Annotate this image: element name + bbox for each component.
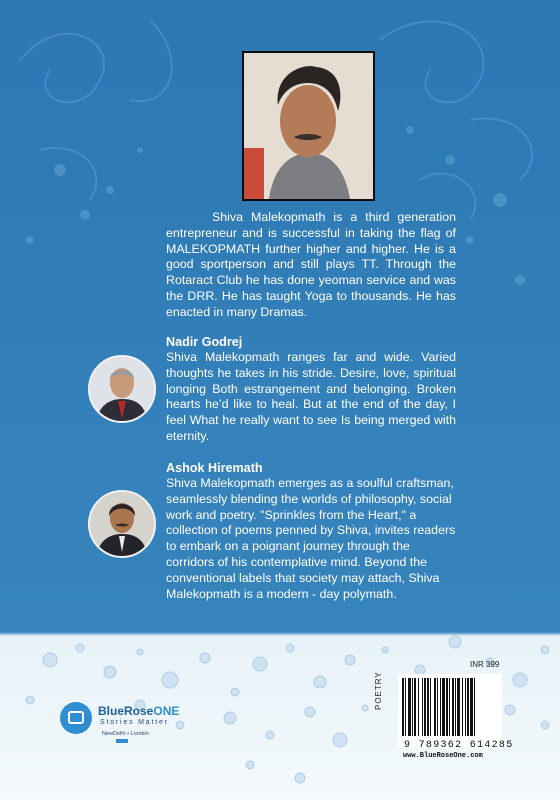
price-label: INR 399 xyxy=(470,660,500,669)
barcode-bar xyxy=(455,678,456,736)
barcode-bar xyxy=(449,678,450,736)
isbn-number: 9 789362 614285 xyxy=(404,740,514,751)
barcode-bar xyxy=(442,678,445,736)
barcode-bar xyxy=(402,678,404,736)
genre-label: POETRY xyxy=(374,671,383,710)
flag-icon xyxy=(116,739,128,743)
barcode-bar xyxy=(446,678,448,736)
barcode-bar xyxy=(424,678,426,736)
reviewer-photo-nadir-godrej xyxy=(88,355,156,423)
publisher-tagline: Stories Matter xyxy=(100,719,169,726)
publisher-locations: NewDelhi • London xyxy=(102,731,149,737)
barcode-bar xyxy=(430,678,431,736)
barcode-bar xyxy=(414,678,416,736)
publisher-brand xyxy=(98,704,179,718)
barcode-bar xyxy=(452,678,454,736)
author-bio: Shiva Malekopmath is a third generation entrepreneur and is successful in taking the flag of MALEKOPMATH further higher and higher. He is a good sportperson and still plays TT. Through the Rotaract Club he has done yeoman service and was the DRR. He has taught Yoga to thousands. He has enacted in many Dramas. xyxy=(166,210,456,319)
barcode-bar xyxy=(440,678,441,736)
brand-main: BlueRose xyxy=(98,704,154,718)
barcode-bar xyxy=(437,678,438,736)
isbn-barcode xyxy=(398,674,502,748)
review-text: Shiva Malekopmath ranges far and wide. Varied thoughts he takes in his stride. Desire, love, spiritual longing Both estrangement and belonging. Broken hearts he’d like to heal. But at the end of the day, I feel What he really want to see Is being merged with eternity. xyxy=(166,350,456,443)
barcode-bars xyxy=(398,674,502,738)
barcode-bar xyxy=(434,678,436,736)
barcode-bar xyxy=(405,678,406,736)
publisher-logo xyxy=(60,700,210,750)
brand-accent: ONE xyxy=(153,704,180,718)
barcode-bar xyxy=(418,678,419,736)
barcode-bar xyxy=(474,678,475,736)
barcode-bar xyxy=(422,678,423,736)
reviewer-photo-ashok-hiremath xyxy=(88,490,156,558)
review-text: Shiva Malekopmath emerges as a soulful craftsman, seamlessly blending the worlds of philosophy, social work and poetry. "Sprinkles from the Heart," a collection of poems penned by Shiva, invites readers to embark on a poignant journey through the corridors of his contemplative mind. Beyond the conventional labels that society may attach, Shiva Malekopmath is a modern - day polymath. xyxy=(166,476,456,601)
barcode-bar xyxy=(470,678,473,736)
barcode-bar xyxy=(467,678,469,736)
reviewer-name: Nadir Godrej xyxy=(166,335,243,349)
publisher-website: www.BlueRoseOne.com xyxy=(403,752,483,760)
barcode-bar xyxy=(462,678,463,736)
barcode-bar xyxy=(465,678,466,736)
barcode-bar xyxy=(412,678,413,736)
author-portrait xyxy=(242,51,375,201)
barcode-bar xyxy=(457,678,460,736)
book-in-circle-icon xyxy=(60,702,92,734)
barcode-bar xyxy=(408,678,411,736)
reviewer-name: Ashok Hiremath xyxy=(166,461,263,475)
barcode-bar xyxy=(427,678,429,736)
